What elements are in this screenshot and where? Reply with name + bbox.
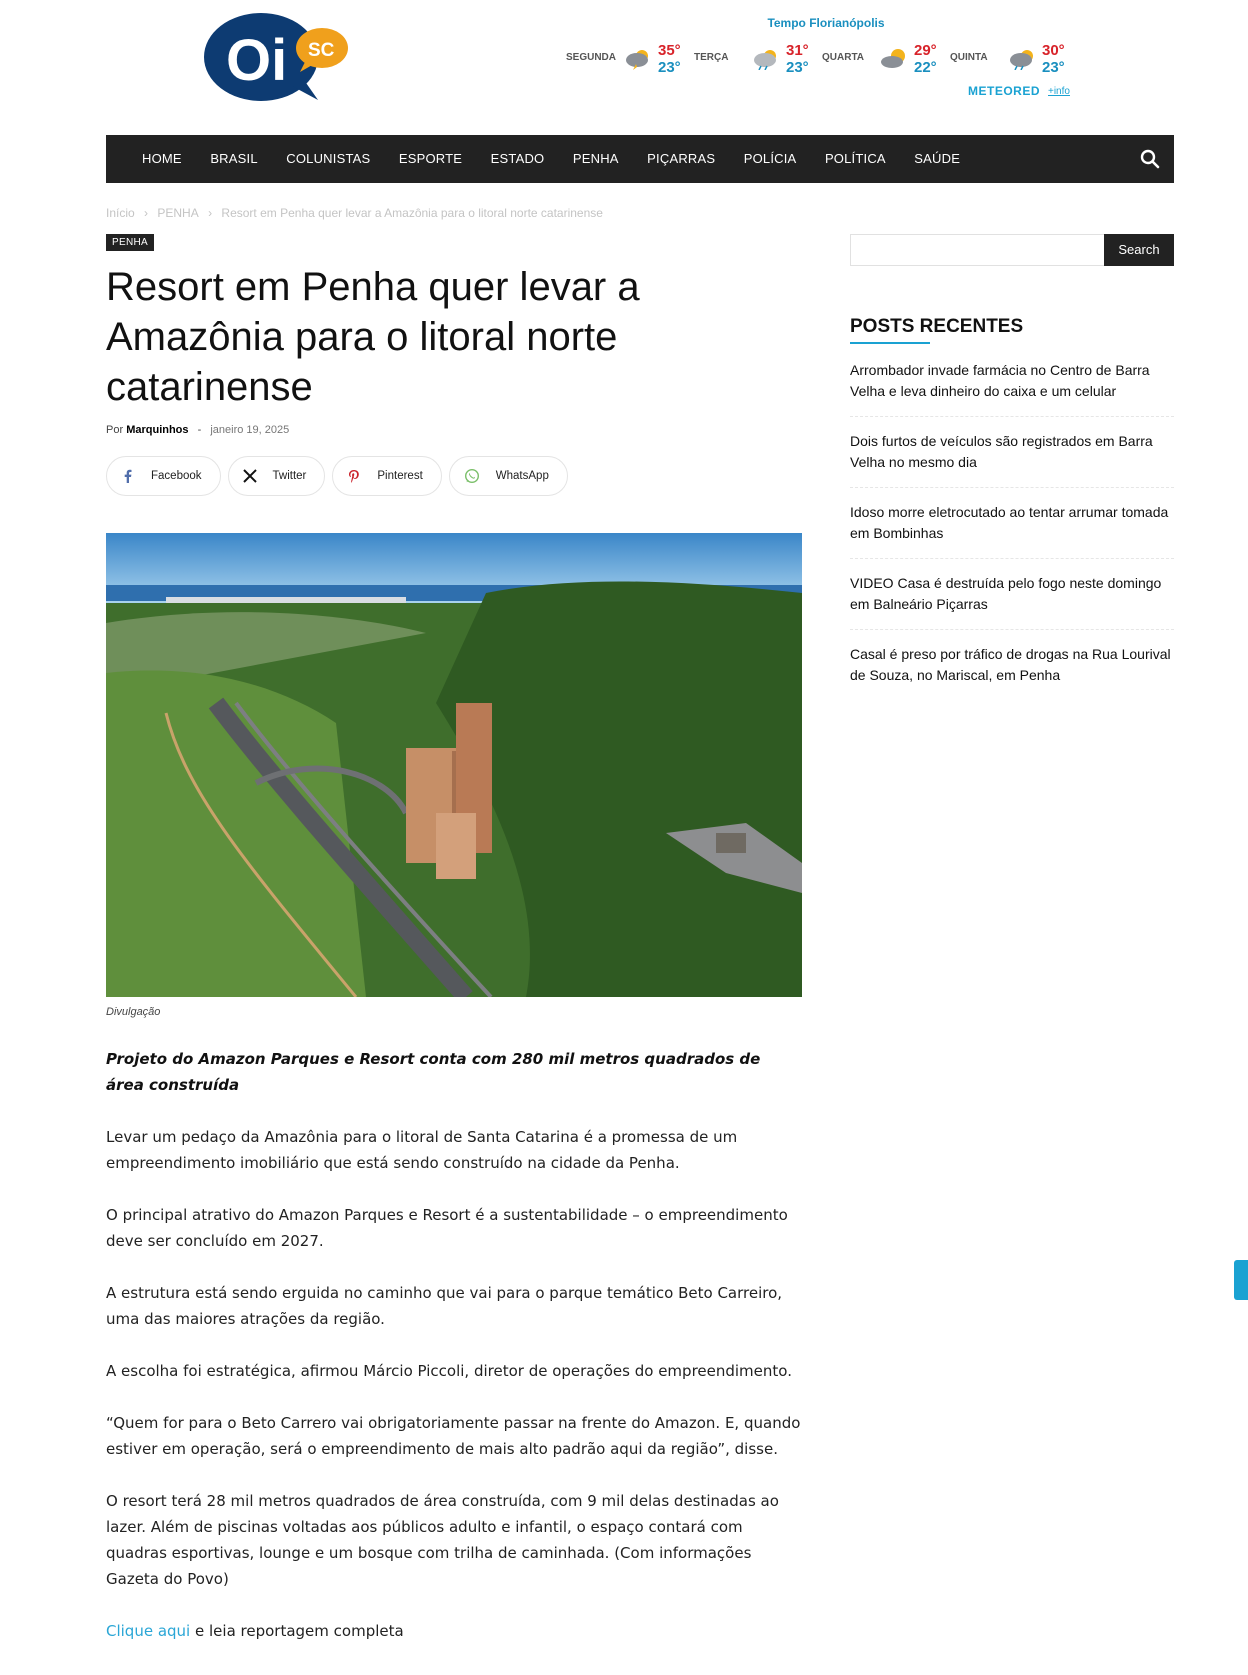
share-twitter-button[interactable] — [228, 456, 326, 496]
weather-high: 31° — [786, 42, 809, 59]
weather-day-name: TERÇA — [694, 52, 729, 63]
article-body — [106, 1046, 802, 1670]
recent-post-link[interactable]: Casal é preso por tráfico de drogas na Rua Lourival de Souza, no Mariscal, em Penha — [850, 646, 1171, 683]
share-label: Facebook — [151, 470, 202, 482]
share-label: WhatsApp — [495, 470, 549, 482]
pinterest-icon — [347, 469, 361, 483]
nav-item-home[interactable]: HOME — [142, 151, 182, 166]
recent-posts-title: POSTS RECENTES — [850, 316, 1024, 337]
weather-widget[interactable] — [560, 14, 1080, 104]
recent-post-link[interactable]: Dois furtos de veículos são registrados em Barra Velha no mesmo dia — [850, 431, 1174, 488]
share-bar — [106, 456, 575, 496]
title-underline — [850, 342, 930, 344]
category-badge[interactable]: PENHA — [106, 234, 154, 251]
storm-cloud-icon — [624, 48, 652, 70]
rain-cloud-icon — [752, 48, 780, 70]
nav-item-brasil[interactable]: BRASIL — [210, 151, 258, 166]
nav-item-penha[interactable]: PENHA — [572, 151, 619, 166]
nav-item-estado[interactable]: ESTADO — [490, 151, 545, 166]
weather-low: 22° — [914, 59, 937, 76]
share-label: Twitter — [272, 470, 307, 482]
weather-high: 30° — [1042, 42, 1065, 59]
image-caption: Divulgação — [106, 1006, 161, 1018]
facebook-icon — [121, 469, 135, 483]
recent-post-link[interactable]: Idoso morre eletrocutado ao tentar arrumar tomada em Bombinhas — [850, 502, 1174, 559]
share-pinterest-button[interactable] — [332, 456, 441, 496]
share-label: Pinterest — [377, 470, 423, 482]
article-title: Resort em Penha quer levar a Amazônia para o litoral norte catarinense — [106, 265, 640, 409]
weather-day — [944, 42, 1072, 74]
weather-day — [688, 42, 816, 74]
article-paragraph: O resort terá 28 mil metros quadrados de área construída, com 9 mil delas destinadas ao lazer. Além de piscinas voltadas aos públicos adulto e infantil, o espaço contará com quadras esportivas, lounge e um bosque com trilha de caminhada. (Com informações Gazeta do Povo) — [106, 1492, 779, 1588]
recent-post-link[interactable]: VIDEO Casa é destruída pelo fogo neste domingo em Balneário Piçarras — [850, 573, 1174, 630]
nav-item-esporte[interactable]: ESPORTE — [398, 151, 463, 166]
article-hero-image[interactable] — [106, 533, 802, 997]
logo-text: Oi — [226, 28, 288, 93]
share-whatsapp-button[interactable] — [449, 456, 568, 496]
whatsapp-icon — [464, 468, 480, 484]
x-twitter-icon — [243, 469, 257, 483]
weather-high: 35° — [658, 42, 681, 59]
article-paragraph: Levar um pedaço da Amazônia para o litoral de Santa Catarina é a promessa de um empreendimento imobiliário que está sendo construído na cidade da Penha. — [106, 1128, 738, 1172]
share-facebook-button[interactable] — [106, 456, 221, 496]
breadcrumb-separator: › — [208, 206, 213, 220]
meteored-brand[interactable]: METEORED — [968, 84, 1041, 98]
breadcrumb-home[interactable]: Início — [106, 206, 135, 220]
nav-item-saude[interactable]: SAÚDE — [914, 151, 961, 166]
rain-sun-cloud-icon — [1008, 48, 1036, 70]
sidebar-search-input[interactable] — [850, 234, 1106, 266]
weather-high: 29° — [914, 42, 937, 59]
weather-low: 23° — [658, 59, 681, 76]
read-more-link[interactable]: Clique aqui — [106, 1622, 191, 1640]
read-more-suffix: e leia reportagem completa — [190, 1622, 404, 1640]
nav-item-politica[interactable]: POLÍTICA — [824, 151, 886, 166]
site-logo[interactable] — [204, 10, 352, 102]
article-meta — [106, 424, 289, 436]
weather-day-name: QUINTA — [950, 52, 988, 63]
article-date: janeiro 19, 2025 — [210, 424, 290, 436]
weather-low: 23° — [1042, 59, 1065, 76]
meta-dash: - — [197, 424, 202, 436]
sidebar-search-button[interactable]: Search — [1104, 234, 1174, 266]
weather-day-name: QUARTA — [822, 52, 865, 63]
search-icon[interactable] — [1140, 149, 1160, 169]
weather-day — [560, 42, 688, 74]
weather-more-link[interactable]: +info — [1048, 86, 1070, 97]
article-paragraph: O principal atrativo do Amazon Parques e Resort é a sustentabilidade – o empreendimento deve ser concluído em 2027. — [106, 1206, 788, 1250]
recent-posts-list — [850, 360, 1174, 714]
byline-label: Por — [106, 424, 124, 436]
author-name[interactable]: Marquinhos — [126, 424, 189, 436]
partly-cloudy-icon — [880, 48, 908, 70]
article-lead: Projeto do Amazon Parques e Resort conta com 280 mil metros quadrados de área construída — [106, 1050, 761, 1094]
recent-post-link[interactable]: Arrombador invade farmácia no Centro de Barra Velha e leva dinheiro do caixa e um celular — [850, 360, 1174, 417]
article-paragraph: A escolha foi estratégica, afirmou Márcio Piccoli, diretor de operações do empreendimento. — [106, 1362, 792, 1380]
breadcrumb — [106, 206, 609, 220]
article-paragraph: A estrutura está sendo erguida no caminho que vai para o parque temático Beto Carreiro, uma das maiores atrações da região. — [106, 1284, 783, 1328]
breadcrumb-separator: › — [144, 206, 149, 220]
logo-badge: SC — [308, 40, 335, 61]
weather-low: 23° — [786, 59, 809, 76]
weather-title[interactable]: Tempo Florianópolis — [767, 16, 885, 30]
weather-day-name: SEGUNDA — [566, 52, 617, 63]
nav-item-policia[interactable]: POLÍCIA — [743, 151, 797, 166]
side-toggle-tab[interactable] — [1234, 1260, 1248, 1300]
article-paragraph: “Quem for para o Beto Carrero vai obrigatoriamente passar na frente do Amazon. E, quando estiver em operação, será o empreendimento de mais alto padrão aqui da região”, disse. — [106, 1414, 801, 1458]
weather-day — [816, 42, 944, 74]
nav-item-colunistas[interactable]: COLUNISTAS — [286, 151, 371, 166]
article-paragraph — [106, 1618, 802, 1644]
breadcrumb-current: Resort em Penha quer levar a Amazônia para o litoral norte catarinense — [221, 206, 603, 220]
main-nav — [106, 135, 1174, 183]
breadcrumb-category[interactable]: PENHA — [157, 206, 199, 220]
nav-item-picarras[interactable]: PIÇARRAS — [647, 151, 716, 166]
